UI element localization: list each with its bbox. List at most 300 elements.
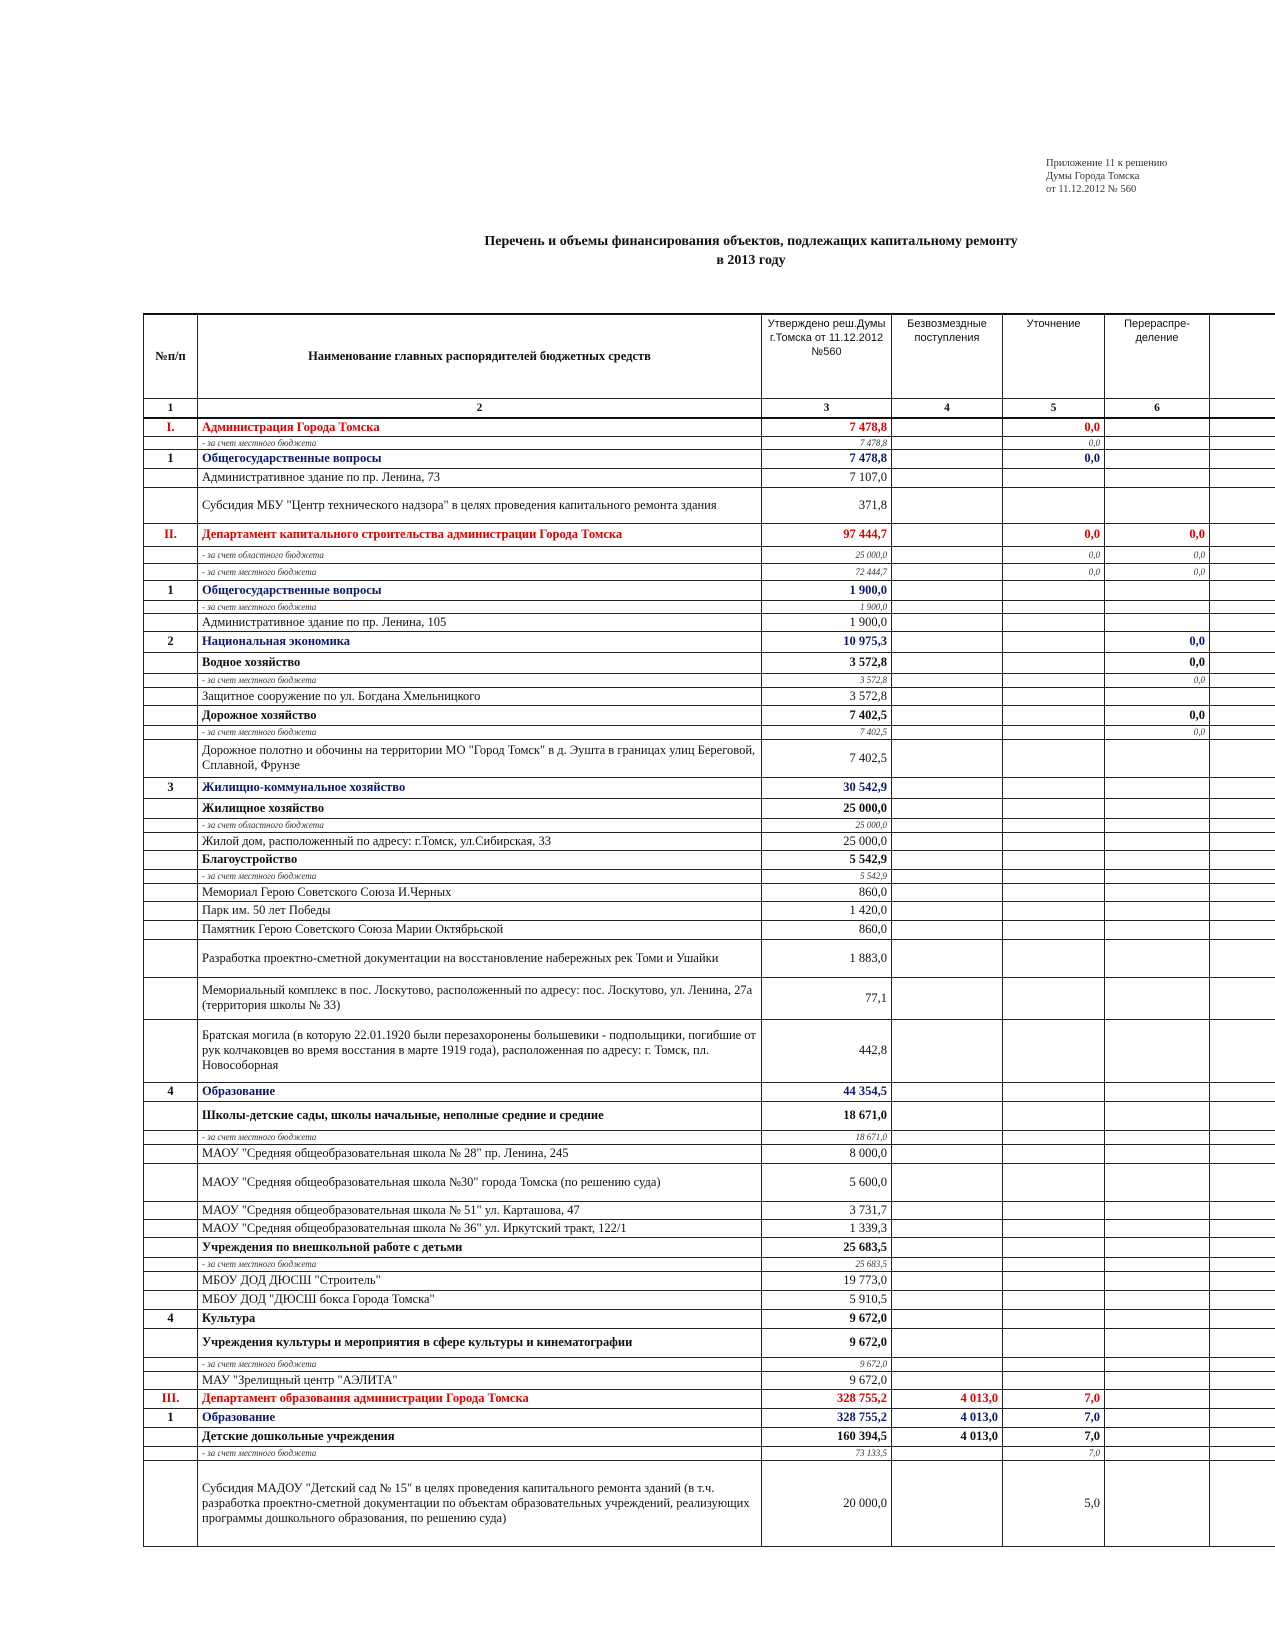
row-approved: 25 000,0 (762, 546, 892, 563)
header-name: Наименование главных распорядителей бюджетных средств (198, 314, 762, 399)
row-clarification (1003, 468, 1105, 487)
row-number: II. (144, 523, 198, 546)
row-redistribution: 0,0 (1105, 725, 1210, 739)
row-grants (892, 705, 1003, 725)
row-grants (892, 1357, 1003, 1371)
header-clarification: Уточнение (1003, 314, 1105, 399)
row-clarification (1003, 1357, 1105, 1371)
title-line: в 2013 году (716, 253, 786, 268)
row-extra (1210, 687, 1275, 705)
row-approved: 860,0 (762, 883, 892, 901)
row-redistribution (1105, 1101, 1210, 1130)
row-number: 3 (144, 777, 198, 798)
appendix-line: Приложение 11 к решению (1046, 158, 1168, 169)
row-number (144, 1237, 198, 1257)
row-redistribution: 0,0 (1105, 546, 1210, 563)
row-extra (1210, 487, 1275, 523)
table-row (144, 436, 1275, 449)
table-row (144, 687, 1275, 705)
row-name: Разработка проектно-сметной документации на восстановление набережных рек Томи и Ушайки (198, 939, 762, 977)
row-extra (1210, 1219, 1275, 1237)
row-extra (1210, 1309, 1275, 1328)
row-name: - за счет местного бюджета (198, 600, 762, 613)
row-number (144, 850, 198, 869)
row-name: Общегосударственные вопросы (198, 580, 762, 600)
row-grants (892, 1082, 1003, 1101)
row-name: Памятник Герою Советского Союза Марии Октябрьской (198, 920, 762, 939)
row-clarification (1003, 1257, 1105, 1271)
table-row (144, 1144, 1275, 1163)
row-approved: 7 478,8 (762, 449, 892, 468)
row-name: - за счет местного бюджета (198, 1446, 762, 1460)
row-grants (892, 920, 1003, 939)
row-grants (892, 600, 1003, 613)
row-extra (1210, 449, 1275, 468)
row-approved: 3 572,8 (762, 687, 892, 705)
row-extra (1210, 869, 1275, 883)
row-number (144, 436, 198, 449)
row-redistribution: 0,0 (1105, 652, 1210, 673)
row-grants (892, 1328, 1003, 1357)
row-approved: 97 444,7 (762, 523, 892, 546)
row-approved: 3 731,7 (762, 1201, 892, 1219)
row-grants (892, 673, 1003, 687)
table-row (144, 1237, 1275, 1257)
table-row (144, 1019, 1275, 1082)
row-redistribution (1105, 436, 1210, 449)
row-redistribution (1105, 1290, 1210, 1309)
row-number (144, 546, 198, 563)
row-number (144, 1290, 198, 1309)
row-approved: 5 910,5 (762, 1290, 892, 1309)
row-grants (892, 725, 1003, 739)
row-name: Мемориальный комплекс в пос. Лоскутово, расположенный по адресу: пос. Лоскутово, ул. Ленина, 27а (территория школы № 33) (198, 977, 762, 1019)
table-row (144, 883, 1275, 901)
row-name: Парк им. 50 лет Победы (198, 901, 762, 920)
row-number (144, 687, 198, 705)
row-number (144, 920, 198, 939)
row-approved: 5 542,9 (762, 850, 892, 869)
row-redistribution (1105, 901, 1210, 920)
table-row (144, 1163, 1275, 1201)
row-clarification: 7,0 (1003, 1427, 1105, 1446)
row-extra (1210, 977, 1275, 1019)
table-row (144, 850, 1275, 869)
row-clarification (1003, 1237, 1105, 1257)
budget-table (143, 313, 1275, 1547)
table-row (144, 673, 1275, 687)
row-extra (1210, 546, 1275, 563)
row-approved: 7 402,5 (762, 705, 892, 725)
row-name: Мемориал Герою Советского Союза И.Черных (198, 883, 762, 901)
table-row (144, 1357, 1275, 1371)
row-extra (1210, 563, 1275, 580)
row-approved: 18 671,0 (762, 1130, 892, 1144)
table-row (144, 818, 1275, 832)
row-clarification (1003, 1271, 1105, 1290)
row-grants (892, 468, 1003, 487)
row-name: Водное хозяйство (198, 652, 762, 673)
row-extra (1210, 1290, 1275, 1309)
column-number-row (144, 399, 1275, 419)
row-number: 1 (144, 449, 198, 468)
table-row (144, 449, 1275, 468)
table-row (144, 580, 1275, 600)
column-number: 6 (1105, 399, 1210, 419)
row-approved: 7 478,8 (762, 418, 892, 436)
row-number (144, 1446, 198, 1460)
row-grants (892, 613, 1003, 631)
row-grants (892, 1101, 1003, 1130)
row-extra (1210, 939, 1275, 977)
row-approved: 7 402,5 (762, 739, 892, 777)
row-clarification (1003, 1130, 1105, 1144)
row-grants (892, 939, 1003, 977)
row-clarification (1003, 652, 1105, 673)
row-number (144, 725, 198, 739)
row-extra (1210, 1163, 1275, 1201)
table-row (144, 631, 1275, 652)
row-clarification (1003, 901, 1105, 920)
row-name: МАОУ "Средняя общеобразовательная школа № 36" ул. Иркутский тракт, 122/1 (198, 1219, 762, 1237)
row-redistribution (1105, 580, 1210, 600)
row-number: 1 (144, 1408, 198, 1427)
row-number (144, 939, 198, 977)
row-redistribution (1105, 977, 1210, 1019)
row-grants (892, 739, 1003, 777)
row-redistribution (1105, 1446, 1210, 1460)
row-name: - за счет местного бюджета (198, 673, 762, 687)
table-row (144, 1460, 1275, 1546)
row-number (144, 563, 198, 580)
row-redistribution (1105, 1371, 1210, 1389)
row-approved: 1 883,0 (762, 939, 892, 977)
row-redistribution (1105, 1130, 1210, 1144)
row-grants (892, 580, 1003, 600)
row-approved: 72 444,7 (762, 563, 892, 580)
row-extra (1210, 1271, 1275, 1290)
row-name: Общегосударственные вопросы (198, 449, 762, 468)
row-clarification (1003, 939, 1105, 977)
row-clarification (1003, 977, 1105, 1019)
row-grants (892, 1290, 1003, 1309)
row-name: - за счет местного бюджета (198, 1130, 762, 1144)
row-clarification: 7,0 (1003, 1389, 1105, 1408)
row-grants (892, 901, 1003, 920)
row-clarification (1003, 798, 1105, 818)
row-number (144, 1219, 198, 1237)
row-grants (892, 449, 1003, 468)
row-name: Дорожное хозяйство (198, 705, 762, 725)
row-approved: 7 107,0 (762, 468, 892, 487)
row-approved: 1 420,0 (762, 901, 892, 920)
table-row (144, 546, 1275, 563)
row-grants (892, 1201, 1003, 1219)
row-grants (892, 418, 1003, 436)
row-name: Субсидия МБУ "Центр технического надзора" в целях проведения капитального ремонта здания (198, 487, 762, 523)
row-grants (892, 818, 1003, 832)
row-redistribution (1105, 1271, 1210, 1290)
row-number (144, 600, 198, 613)
row-redistribution (1105, 468, 1210, 487)
row-clarification: 5,0 (1003, 1460, 1105, 1546)
row-clarification (1003, 739, 1105, 777)
column-number: 1 (144, 399, 198, 419)
appendix-line: Думы Города Томска (1046, 171, 1140, 182)
row-grants (892, 1144, 1003, 1163)
row-number (144, 869, 198, 883)
row-extra (1210, 1446, 1275, 1460)
row-approved: 860,0 (762, 920, 892, 939)
row-redistribution (1105, 687, 1210, 705)
row-extra (1210, 1371, 1275, 1389)
row-clarification (1003, 869, 1105, 883)
row-approved: 371,8 (762, 487, 892, 523)
row-grants (892, 832, 1003, 850)
row-approved: 1 900,0 (762, 600, 892, 613)
row-grants: 4 013,0 (892, 1408, 1003, 1427)
row-extra (1210, 850, 1275, 869)
row-approved: 9 672,0 (762, 1309, 892, 1328)
row-number (144, 487, 198, 523)
table-row (144, 832, 1275, 850)
row-grants (892, 777, 1003, 798)
row-name: МАУ "Зрелищный центр "АЭЛИТА" (198, 1371, 762, 1389)
table-row (144, 1371, 1275, 1389)
row-grants (892, 1257, 1003, 1271)
row-grants (892, 1019, 1003, 1082)
row-number (144, 1163, 198, 1201)
row-approved: 328 755,2 (762, 1389, 892, 1408)
row-extra (1210, 798, 1275, 818)
table-row (144, 1130, 1275, 1144)
appendix-note (1046, 157, 1167, 196)
row-name: Субсидия МАДОУ "Детский сад № 15" в целях проведения капитального ремонта зданий (в т.ч. разработка проектно-сметной документации по объектам образовательных учреждений, реализующих программы дошкольного образования, по решению суда) (198, 1460, 762, 1546)
row-name: Департамент капитального строительства администрации Города Томска (198, 523, 762, 546)
row-redistribution (1105, 818, 1210, 832)
table-row (144, 901, 1275, 920)
row-number: 4 (144, 1082, 198, 1101)
row-clarification (1003, 687, 1105, 705)
row-name: - за счет местного бюджета (198, 563, 762, 580)
row-redistribution (1105, 600, 1210, 613)
header-redistribution: Перераспре-деление (1105, 314, 1210, 399)
row-name: Учреждения по внешкольной работе с детьми (198, 1237, 762, 1257)
row-redistribution (1105, 939, 1210, 977)
row-clarification: 0,0 (1003, 523, 1105, 546)
row-redistribution (1105, 1163, 1210, 1201)
row-redistribution (1105, 1389, 1210, 1408)
column-number: 5 (1003, 399, 1105, 419)
row-clarification (1003, 631, 1105, 652)
row-clarification (1003, 1290, 1105, 1309)
row-clarification (1003, 580, 1105, 600)
row-redistribution (1105, 850, 1210, 869)
row-approved: 25 000,0 (762, 818, 892, 832)
row-clarification (1003, 725, 1105, 739)
table-row (144, 920, 1275, 939)
row-name: МАОУ "Средняя общеобразовательная школа № 51" ул. Карташова, 47 (198, 1201, 762, 1219)
row-grants (892, 1309, 1003, 1328)
row-clarification (1003, 850, 1105, 869)
row-name: Департамент образования администрации Города Томска (198, 1389, 762, 1408)
row-extra (1210, 1357, 1275, 1371)
row-name: МБОУ ДОД "ДЮСШ бокса Города Томска" (198, 1290, 762, 1309)
row-clarification (1003, 613, 1105, 631)
row-grants (892, 798, 1003, 818)
row-redistribution (1105, 613, 1210, 631)
row-number (144, 1328, 198, 1357)
row-approved: 18 671,0 (762, 1101, 892, 1130)
row-clarification (1003, 920, 1105, 939)
table-row (144, 1290, 1275, 1309)
row-approved: 5 600,0 (762, 1163, 892, 1201)
row-number: 1 (144, 580, 198, 600)
row-grants (892, 652, 1003, 673)
row-name: - за счет областного бюджета (198, 546, 762, 563)
row-number (144, 977, 198, 1019)
row-grants (892, 1163, 1003, 1201)
row-redistribution (1105, 739, 1210, 777)
row-extra (1210, 883, 1275, 901)
row-clarification (1003, 600, 1105, 613)
row-clarification: 0,0 (1003, 436, 1105, 449)
row-name: Дорожное полотно и обочины на территории МО "Город Томск" в д. Эушта в границах улиц Береговой, Сплавной, Фрунзе (198, 739, 762, 777)
row-number (144, 1130, 198, 1144)
row-name: - за счет местного бюджета (198, 1357, 762, 1371)
row-approved: 9 672,0 (762, 1357, 892, 1371)
table-row (144, 739, 1275, 777)
row-approved: 3 572,8 (762, 673, 892, 687)
table-row (144, 1201, 1275, 1219)
row-grants (892, 1371, 1003, 1389)
row-extra (1210, 1201, 1275, 1219)
row-extra (1210, 1257, 1275, 1271)
table-row (144, 1389, 1275, 1408)
row-extra (1210, 1130, 1275, 1144)
row-approved: 9 672,0 (762, 1371, 892, 1389)
table-row (144, 777, 1275, 798)
table-row (144, 613, 1275, 631)
row-redistribution (1105, 1144, 1210, 1163)
row-clarification: 0,0 (1003, 418, 1105, 436)
row-grants (892, 1446, 1003, 1460)
row-approved: 9 672,0 (762, 1328, 892, 1357)
row-name: МАОУ "Средняя общеобразовательная школа № 28" пр. Ленина, 245 (198, 1144, 762, 1163)
row-redistribution (1105, 1237, 1210, 1257)
table-row (144, 1328, 1275, 1357)
row-number (144, 613, 198, 631)
row-approved: 25 683,5 (762, 1257, 892, 1271)
table-row (144, 725, 1275, 739)
row-name: Административное здание по пр. Ленина, 105 (198, 613, 762, 631)
header-grants: Безвозмездные поступления (892, 314, 1003, 399)
row-extra (1210, 1460, 1275, 1546)
header-extra (1210, 314, 1275, 399)
table-row (144, 468, 1275, 487)
row-approved: 25 000,0 (762, 832, 892, 850)
row-clarification: 7,0 (1003, 1446, 1105, 1460)
row-redistribution: 0,0 (1105, 705, 1210, 725)
row-grants (892, 631, 1003, 652)
row-grants (892, 436, 1003, 449)
row-approved: 73 133,5 (762, 1446, 892, 1460)
row-name: Защитное сооружение по ул. Богдана Хмельницкого (198, 687, 762, 705)
row-grants (892, 1219, 1003, 1237)
row-extra (1210, 1082, 1275, 1101)
row-redistribution (1105, 920, 1210, 939)
row-name: - за счет областного бюджета (198, 818, 762, 832)
row-number (144, 705, 198, 725)
table-row (144, 487, 1275, 523)
row-extra (1210, 920, 1275, 939)
row-clarification: 7,0 (1003, 1408, 1105, 1427)
row-redistribution (1105, 1201, 1210, 1219)
row-approved: 44 354,5 (762, 1082, 892, 1101)
row-extra (1210, 418, 1275, 436)
row-grants (892, 563, 1003, 580)
row-extra (1210, 1144, 1275, 1163)
header-approved: Утверждено реш.Думы г.Томска от 11.12.2012 №560 (762, 314, 892, 399)
row-clarification (1003, 1201, 1105, 1219)
row-number (144, 1271, 198, 1290)
row-name: Национальная экономика (198, 631, 762, 652)
table-row (144, 869, 1275, 883)
row-extra (1210, 523, 1275, 546)
row-clarification (1003, 1219, 1105, 1237)
table-row (144, 523, 1275, 546)
table-row (144, 1101, 1275, 1130)
table-row (144, 705, 1275, 725)
row-extra (1210, 777, 1275, 798)
row-grants (892, 523, 1003, 546)
row-name: Братская могила (в которую 22.01.1920 были перезахоронены большевики - подпольщики, погибшие от рук колчаковцев во время восстания в марте 1919 года), расположенная по адресу: г. Томск, пл. Новособорная (198, 1019, 762, 1082)
row-extra (1210, 705, 1275, 725)
row-number (144, 1257, 198, 1271)
row-redistribution (1105, 418, 1210, 436)
row-number (144, 901, 198, 920)
row-grants (892, 883, 1003, 901)
row-number (144, 1460, 198, 1546)
table-row (144, 418, 1275, 436)
row-extra (1210, 631, 1275, 652)
row-extra (1210, 652, 1275, 673)
row-redistribution (1105, 798, 1210, 818)
row-approved: 442,8 (762, 1019, 892, 1082)
table-row (144, 600, 1275, 613)
row-extra (1210, 1389, 1275, 1408)
row-redistribution (1105, 1219, 1210, 1237)
row-approved: 328 755,2 (762, 1408, 892, 1427)
row-number (144, 832, 198, 850)
row-name: Детские дошкольные учреждения (198, 1427, 762, 1446)
row-approved: 25 000,0 (762, 798, 892, 818)
row-name: - за счет местного бюджета (198, 1257, 762, 1271)
row-clarification: 0,0 (1003, 563, 1105, 580)
table-row (144, 563, 1275, 580)
row-number (144, 1201, 198, 1219)
row-clarification (1003, 818, 1105, 832)
column-number: 2 (198, 399, 762, 419)
row-name: Образование (198, 1082, 762, 1101)
appendix-line: от 11.12.2012 № 560 (1046, 184, 1137, 195)
column-number-extra (1210, 399, 1275, 419)
row-redistribution (1105, 1082, 1210, 1101)
row-extra (1210, 739, 1275, 777)
row-approved: 77,1 (762, 977, 892, 1019)
row-name: Администрация Города Томска (198, 418, 762, 436)
row-number (144, 1427, 198, 1446)
